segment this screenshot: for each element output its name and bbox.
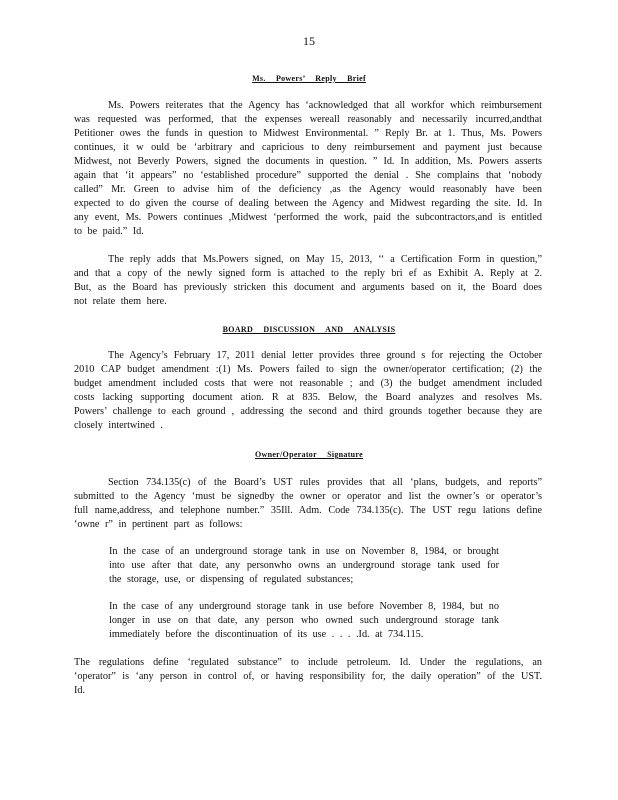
block-quote-owner-definition-1: In the case of an underground storage tank in use on November 8, 1984, or brought into use after that date, any personwho owns an underground storage tank used for the storage, use, or dispensing of regulated substances; bbox=[109, 546, 499, 585]
paragraph-denial-grounds: The Agency’s February 17, 2011 denial letter provides three ground s for rejecting the October 2010 CAP budget amendment :(1) Ms. Powers failed to sign the owner/operator certification; (2) the budget amendment included costs that were not reasonable ; and (3) the budget amendment included costs lacking supporting document ation. R at 835. Below, the Board analyzes and resolves Ms. Powers’ challenge to each ground , addressing the second and third grounds together because they are closely intertwined . bbox=[74, 350, 542, 431]
heading-board-discussion-text: BOARD DISCUSSION AND ANALYSIS bbox=[222, 325, 396, 334]
heading-signature-text: Owner/Operator Signature bbox=[254, 450, 363, 459]
heading-owner-operator-signature bbox=[0, 450, 618, 459]
heading-reply-brief bbox=[0, 74, 618, 83]
heading-reply-brief-text: Ms. Powers’ Reply Brief bbox=[252, 74, 366, 83]
block-quote-owner-definition-2: In the case of any underground storage tank in use before November 8, 1984, but no longer in use on that date, any person who owned such underground storage tank immediately before the discontinuation of its use . . . .Id. at 734.115. bbox=[109, 601, 499, 640]
page-number: 15 bbox=[303, 34, 315, 48]
paragraph-reply-arguments: Ms. Powers reiterates that the Agency has ‘acknowledged that all workfor which reimbursement was requested was performed, that the expenses wereall reasonably and necessarily incurred,andthat Petitioner owes the funds in question to Midwest Environmental. ” Reply Br. at 1. Thus, Ms. Powers continues, it w ould be ‘arbitrary and capricious to deny reimbursement and payment just because Midwest, not Beverly Powers, signed the documents in question. ” Id. In addition, Ms. Powers asserts again that ‘it appears” no ‘established procedure” supported the denial . She complains that ‘nobody called” Mr. Green to advise him of the deficiency ,as the Agency would reasonably have been expected to do given the course of dealing between the Agency and Midwest regarding the site. Id. In any event, Ms. Powers continues ,Midwest ‘performed the work, paid the subcontractors,and is entitled to be paid.” Id. bbox=[74, 100, 542, 237]
paragraph-regulated-substance: The regulations define ‘regulated substance” to include petroleum. Id. Under the regulations, an ‘operator” is ‘any person in control of, or having responsibility for, the daily operation” of the UST. Id. bbox=[74, 657, 542, 696]
paragraph-certification-form: The reply adds that Ms.Powers signed, on May 15, 2013, ‘‘ a Certification Form in question,” and that a copy of the newly signed form is attached to the reply bri ef as Exhibit A. Reply at 2. But, as the Board has previously stricken this document and arguments based on it, the Board does not relate them here. bbox=[74, 254, 542, 307]
heading-board-discussion bbox=[0, 325, 618, 334]
paragraph-section-734-135: Section 734.135(c) of the Board’s UST rules provides that all ‘plans, budgets, and reports” submitted to the Agency ‘must be signedby the owner or operator and list the owner’s or operator’s full name,address, and telephone number.” 35Ill. Adm. Code 734.135(c). The UST regu lations define ‘owne r” in pertinent part as follows: bbox=[74, 477, 542, 530]
